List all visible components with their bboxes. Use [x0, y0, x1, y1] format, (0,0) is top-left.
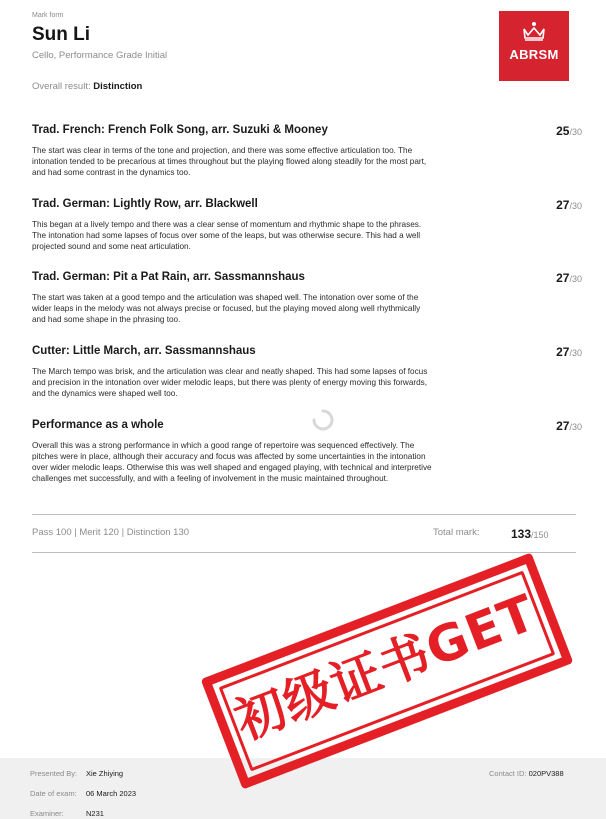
piece-title: Cutter: Little March, arr. Sassmannshaus	[32, 345, 256, 357]
total-mark-value: 133/150	[511, 527, 549, 541]
piece-comment: The March tempo was brisk, and the articulation was clear and neatly shaped. This had some lapses of focus and precision in the intonation over wider melodic leaps, but there was plenty of energy moving this forwards, and the dynamics were shaped well too.	[32, 367, 428, 398]
piece-block-4	[32, 345, 582, 399]
piece-title: Trad. German: Lightly Row, arr. Blackwell	[32, 198, 258, 210]
logo-text: ABRSM	[509, 47, 559, 62]
piece-comment: The start was clear in terms of the tone and projection, and there was some effective articulation too. The intonation tended to be precarious at times throughout but the playing flowed along steadily for the most part, and had some contrast in the dynamics too.	[32, 146, 427, 177]
piece-title: Performance as a whole	[32, 419, 164, 431]
overall-result	[32, 81, 142, 92]
piece-mark: 25/30	[556, 124, 582, 138]
piece-title: Trad. German: Pit a Pat Rain, arr. Sassmannshaus	[32, 271, 305, 283]
grade-thresholds: Pass 100 | Merit 120 | Distinction 130	[32, 527, 190, 538]
loading-spinner-icon	[312, 409, 334, 431]
certificate-stamp	[201, 552, 574, 789]
date-of-exam: Date of exam: 06 March 2023	[30, 789, 137, 798]
piece-block-2	[32, 198, 582, 252]
piece-comment: Overall this was a strong performance in which a good range of repertoire was sequenced effectively. The pitches were in place, although their accuracy and focus was affected by some uncertainties in the intonation over wider melodic leaps. Otherwise this was well shaped and engaged playing, with technical and interpretive challenges met successfully, and with a feeling of involvement in the music maintained throughout.	[32, 441, 432, 483]
overall-result-value: Distinction	[93, 81, 143, 92]
form-type-label: Mark form	[32, 12, 64, 19]
crown-icon	[522, 21, 546, 41]
piece-mark: 27/30	[556, 198, 582, 212]
divider-top	[32, 514, 576, 515]
piece-mark: 27/30	[556, 271, 582, 285]
exam-subtitle: Cello, Performance Grade Initial	[32, 50, 168, 61]
total-mark-label: Total mark:	[433, 527, 480, 538]
stamp-text: 初级证书GET	[227, 583, 544, 752]
examiner: Examiner: N231	[30, 809, 104, 818]
contact-id: Contact ID: 020PV388	[489, 769, 564, 778]
piece-mark: 27/30	[556, 345, 582, 359]
piece-block-1	[32, 124, 582, 178]
overall-result-label: Overall result:	[32, 81, 91, 92]
piece-mark: 27/30	[556, 419, 582, 433]
piece-block-overall	[32, 419, 582, 484]
footer-panel	[0, 758, 606, 819]
abrsm-logo	[499, 11, 569, 81]
piece-comment: This began at a lively tempo and there was a clear sense of momentum and rhythmic shape to the phrases. The intonation had some lapses of focus over some of the leaps, but was otherwise secure. This had a well projected sound and some neat articulation.	[32, 220, 422, 251]
piece-title: Trad. French: French Folk Song, arr. Suzuki & Mooney	[32, 124, 328, 136]
piece-block-3	[32, 271, 582, 325]
divider-bottom	[32, 552, 576, 553]
presented-by: Presented By: Xie Zhiying	[30, 769, 124, 778]
candidate-name: Sun Li	[32, 24, 91, 45]
piece-comment: The start was taken at a good tempo and the articulation was shaped well. The intonation over some of the wider leaps in the melody was not always precise or focused, but the playing moved along well rhythmically and had some shape in the phrasing too.	[32, 293, 421, 324]
